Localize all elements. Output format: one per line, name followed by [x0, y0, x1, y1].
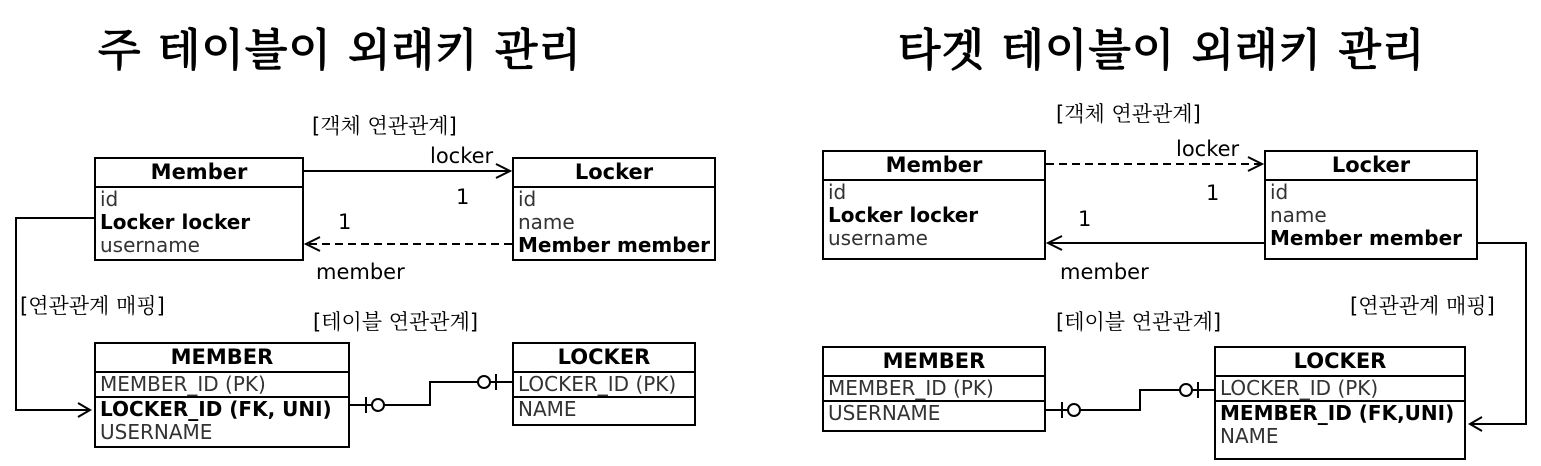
right-multiplicity-locker: 1 — [1206, 181, 1220, 205]
table-name: MEMBER — [96, 344, 348, 373]
left-member-role-label: member — [316, 260, 405, 284]
right-member-association-arrow — [1048, 236, 1264, 250]
table-name: MEMBER — [824, 348, 1044, 377]
left-mapping-label: [연관관계 매핑] — [20, 294, 165, 318]
left-member-association-arrow — [306, 237, 512, 251]
left-object-relation-label: [객체 연관관계] — [312, 114, 457, 138]
right-locker-role-label: locker — [1176, 137, 1240, 161]
right-member-role-label: member — [1060, 260, 1149, 284]
left-title: 주 테이블이 외래키 관리 — [98, 25, 582, 76]
entity-name: Member — [96, 159, 302, 188]
right-mapping-arrow — [1470, 243, 1526, 431]
column-pk: LOCKER_ID (PK) — [518, 372, 677, 396]
field-id: id — [828, 180, 847, 204]
left-table-relation-connector — [350, 374, 512, 413]
column-username: USERNAME — [100, 420, 213, 444]
right-title: 타겟 테이블이 외래키 관리 — [898, 25, 1426, 76]
left-locker-role-label: locker — [430, 144, 494, 168]
right-object-relation-label: [객체 연관관계] — [1056, 102, 1201, 126]
right-mapping-label: [연관관계 매핑] — [1350, 294, 1495, 318]
left-locker-association-arrow — [304, 164, 510, 178]
field-username: username — [100, 233, 200, 257]
field-member: Member member — [1270, 226, 1463, 250]
right-table-relation-connector — [1046, 382, 1214, 418]
field-username: username — [828, 226, 928, 250]
field-name: name — [1270, 203, 1327, 227]
table-name: LOCKER — [514, 344, 694, 373]
table-name: LOCKER — [1216, 348, 1464, 377]
column-pk: LOCKER_ID (PK) — [1220, 376, 1379, 400]
field-member: Member member — [518, 233, 711, 257]
column-name: NAME — [518, 397, 577, 421]
column-fk: MEMBER_ID (FK,UNI) — [1220, 401, 1455, 425]
field-locker: Locker locker — [828, 203, 979, 227]
column-name: NAME — [1220, 424, 1279, 448]
left-multiplicity-locker: 1 — [456, 185, 470, 209]
field-locker: Locker locker — [100, 210, 251, 234]
field-name: name — [518, 210, 575, 234]
left-multiplicity-member: 1 — [338, 210, 352, 234]
column-pk: MEMBER_ID (PK) — [828, 376, 994, 400]
right-locker-association-arrow — [1046, 157, 1262, 171]
column-fk: LOCKER_ID (FK, UNI) — [100, 397, 332, 421]
field-id: id — [1270, 180, 1289, 204]
field-id: id — [100, 187, 119, 211]
right-multiplicity-member: 1 — [1078, 207, 1092, 231]
left-table-relation-label: [테이블 연관관계] — [313, 310, 479, 334]
entity-name: Locker — [514, 159, 714, 188]
column-pk: MEMBER_ID (PK) — [100, 372, 266, 396]
column-username: USERNAME — [828, 401, 941, 425]
field-id: id — [518, 187, 537, 211]
right-table-relation-label: [테이블 연관관계] — [1056, 310, 1222, 334]
entity-name: Locker — [1266, 152, 1476, 181]
left-mapping-arrow — [16, 218, 94, 417]
entity-name: Member — [824, 152, 1044, 181]
